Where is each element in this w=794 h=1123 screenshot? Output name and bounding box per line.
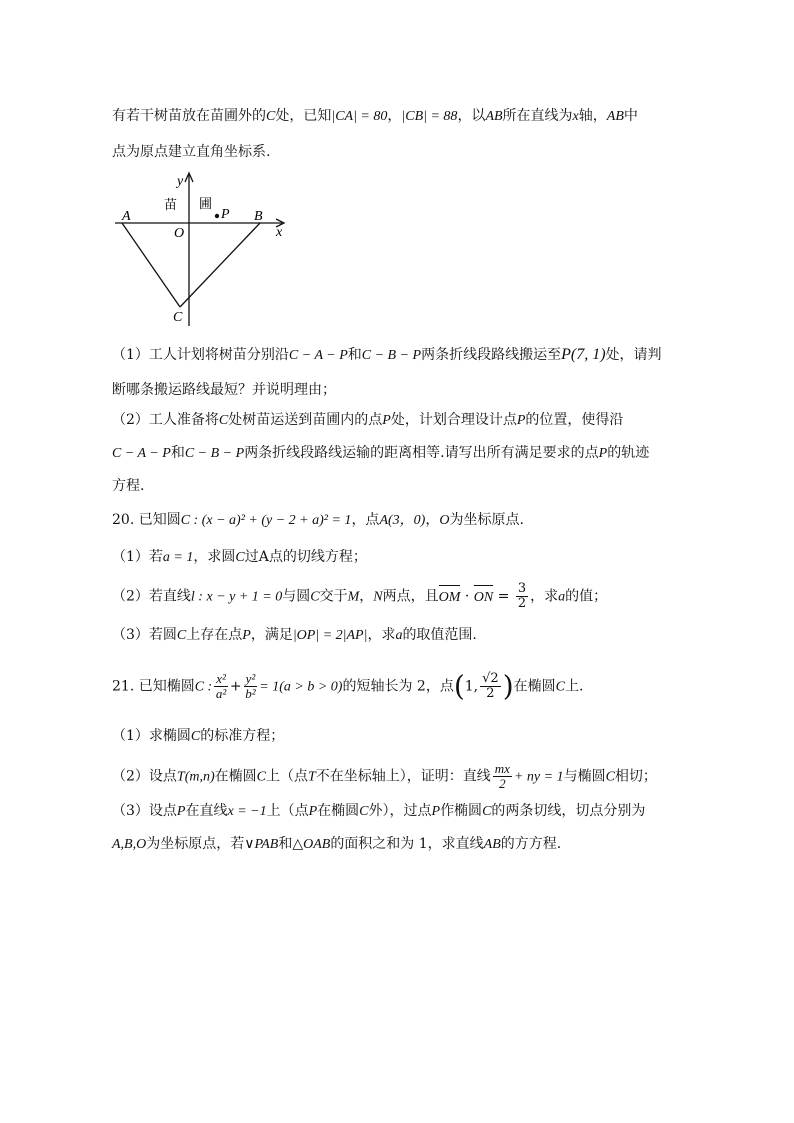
denominator: a²	[215, 686, 227, 701]
q19-part2	[112, 410, 623, 431]
text: （1）若	[112, 549, 163, 565]
text: （1）求椭圆	[112, 728, 191, 744]
math: C	[266, 109, 276, 124]
text: 相切；	[614, 768, 657, 785]
text: （3）若圆	[112, 627, 177, 643]
text: 上（点	[266, 803, 309, 819]
text: 过A点的切线方程；	[244, 549, 367, 565]
text: 的短轴长为 2，点	[342, 678, 454, 695]
math: C − B − P	[184, 446, 245, 461]
label-x: x	[276, 225, 283, 240]
math: |OP| = 2|AP|	[292, 628, 368, 643]
q20-part1	[112, 547, 367, 568]
math: |CA| = 80	[331, 109, 388, 124]
denominator: 2	[517, 596, 527, 611]
text: 在椭圆	[513, 678, 556, 695]
text: 在直线	[185, 803, 228, 819]
text: 和	[278, 836, 293, 852]
numerator: mx	[494, 761, 510, 776]
text: 中	[623, 108, 638, 124]
q19-part1	[112, 345, 662, 366]
label-c: C	[173, 310, 183, 325]
math: N	[373, 589, 383, 605]
vector-om: OM	[439, 588, 461, 608]
text: 与圆	[282, 588, 311, 605]
text: 的值；	[565, 588, 608, 605]
fraction	[516, 582, 528, 611]
text: 处，已知	[275, 108, 332, 124]
math: C : (x − a)² + (y − 2 + a)² = 1	[180, 513, 352, 528]
paren-open: (	[453, 669, 465, 703]
math: a = 1	[162, 550, 194, 565]
math: |CB| = 88	[401, 109, 458, 124]
text: ，	[359, 588, 374, 605]
text: 不在坐标轴上），证明：直线	[315, 768, 491, 785]
coordinate-figure	[110, 170, 295, 330]
text: 和	[170, 445, 185, 461]
math: T	[308, 769, 316, 785]
label-y: y	[177, 174, 184, 189]
text: ，满足	[250, 627, 293, 643]
text: 上.	[564, 678, 584, 695]
label-pu: 圃	[199, 197, 213, 212]
text: 的标准方程；	[200, 728, 285, 744]
math: A,B,O	[112, 837, 147, 852]
math: C	[235, 550, 245, 565]
math: C	[482, 804, 492, 819]
math: a	[558, 589, 566, 605]
math: = 1(a > b > 0)	[259, 679, 343, 695]
q20-head	[112, 510, 524, 531]
math: △OAB	[292, 837, 331, 852]
q21-part1	[112, 726, 284, 747]
q20-part3	[112, 625, 477, 646]
text: 处树苗运送到苗圃内的点	[228, 412, 383, 428]
math: x	[572, 109, 579, 124]
intro-line-1	[112, 106, 638, 127]
denominator: 2	[499, 776, 506, 791]
text: 为坐标原点，若	[146, 836, 245, 852]
math: T(m,n)	[176, 769, 215, 785]
text: ，点	[351, 512, 380, 528]
text: ，求圆	[193, 549, 236, 565]
numerator: x²	[216, 671, 226, 686]
text: （2）设点	[112, 768, 177, 785]
label-miao: 苗	[164, 198, 178, 213]
text: 作椭圆	[440, 803, 483, 819]
math: a	[395, 628, 403, 643]
q21-part3-cont	[112, 834, 561, 855]
math: C − A − P	[288, 348, 348, 363]
text: （1）工人计划将树苗分别沿	[112, 347, 289, 363]
q21-head	[112, 669, 584, 703]
math: C − A − P	[112, 446, 171, 461]
text: 两条折线段路线搬运至	[421, 347, 562, 363]
text: 上存在点	[186, 627, 243, 643]
text: 的方方程.	[500, 836, 562, 852]
numerator: √2	[482, 671, 499, 686]
math: C − B − P	[361, 348, 422, 363]
q19-part1-cont: 断哪条搬运路线最短？并说明理由；	[112, 382, 336, 398]
text: 的轨迹	[607, 445, 650, 461]
fraction-y	[244, 672, 258, 701]
text: 的位置，使得沿	[525, 412, 624, 428]
math: AB	[485, 109, 503, 124]
math: P	[598, 446, 608, 461]
math: M	[347, 589, 360, 605]
label-p: P	[221, 207, 230, 222]
text: 20. 已知圆	[112, 512, 181, 528]
math: C	[176, 628, 187, 643]
text: 上（点	[266, 768, 308, 785]
label-a: A	[122, 209, 131, 224]
text: 交于	[319, 588, 348, 605]
text: 为坐标原点.	[449, 512, 524, 528]
q19-part2-end: 方程.	[112, 478, 145, 494]
label-b: B	[254, 209, 263, 224]
math: C	[218, 413, 229, 428]
point-p	[215, 214, 219, 218]
q19-part2-cont	[112, 443, 649, 464]
text: ，	[425, 512, 440, 528]
text: 处，计划合理设计点	[390, 412, 517, 428]
math: C	[605, 769, 615, 785]
q20-part2	[112, 582, 607, 611]
label-o: O	[174, 226, 185, 241]
math: AB	[606, 109, 624, 124]
math: C	[359, 804, 369, 819]
math: O	[439, 513, 450, 528]
q21-part2	[112, 762, 657, 791]
segment-bc	[180, 223, 260, 307]
math: A(3，0)	[379, 513, 426, 528]
text: 21. 已知椭圆	[112, 678, 195, 695]
text: ，	[387, 108, 402, 124]
text: 的两条切线，切点分别为	[491, 803, 646, 819]
text: 在椭圆	[317, 803, 360, 819]
fraction-x	[214, 672, 228, 701]
text: 的取值范围.	[402, 627, 477, 643]
text: ，求	[367, 627, 396, 643]
denominator: 2	[486, 686, 495, 701]
math: C	[310, 589, 320, 605]
math: C	[256, 769, 266, 785]
math: l : x − y + 1 = 0	[190, 589, 283, 605]
math: x = −1	[227, 804, 267, 819]
paren-close: )	[502, 669, 514, 703]
text: 轴，	[578, 108, 607, 124]
math: P	[431, 804, 441, 819]
math: P	[308, 804, 318, 819]
text: =	[493, 588, 514, 605]
text: 的面积之和为 1，求直线	[330, 836, 484, 852]
text: 有若干树苗放在苗圃外的	[112, 108, 266, 124]
fraction-point	[480, 672, 501, 701]
vector-on: ON	[474, 588, 493, 608]
text: ，求	[530, 588, 559, 605]
q21-part3	[112, 801, 645, 822]
math: P(7, 1)	[561, 346, 606, 363]
fraction-mx	[493, 762, 512, 791]
math: P	[516, 413, 526, 428]
text: 两点，且	[382, 588, 439, 605]
math: C	[190, 729, 201, 744]
text: （2）工人准备将	[112, 412, 219, 428]
text: 与椭圆	[563, 768, 606, 785]
math: + ny = 1	[513, 769, 564, 785]
text: 两条折线段路线运输的距离相等.请写出所有满足要求的点	[244, 445, 599, 461]
segment-ac	[122, 223, 180, 307]
text: 处，请判	[605, 347, 662, 363]
math: 1,	[464, 678, 479, 695]
denominator: b²	[245, 686, 256, 701]
math: P	[242, 628, 251, 643]
math: P	[382, 413, 391, 428]
text: ，以	[457, 108, 486, 124]
intro-line-2: 点为原点建立直角坐标系.	[112, 144, 271, 160]
text: +	[229, 678, 242, 695]
text: （3）设点	[112, 803, 177, 819]
text: ·	[460, 588, 474, 605]
text: 外），过点	[368, 803, 432, 819]
math: AB	[483, 837, 501, 852]
math: P	[176, 804, 186, 819]
math: C	[555, 679, 565, 695]
math: C :	[194, 679, 213, 695]
text: （2）若直线	[112, 588, 191, 605]
numerator: 3	[517, 581, 527, 596]
numerator: y²	[245, 671, 256, 686]
math: ∨PAB	[244, 837, 279, 852]
text: 和	[347, 347, 362, 363]
text: 所在直线为	[502, 108, 573, 124]
text: 在椭圆	[214, 768, 257, 785]
